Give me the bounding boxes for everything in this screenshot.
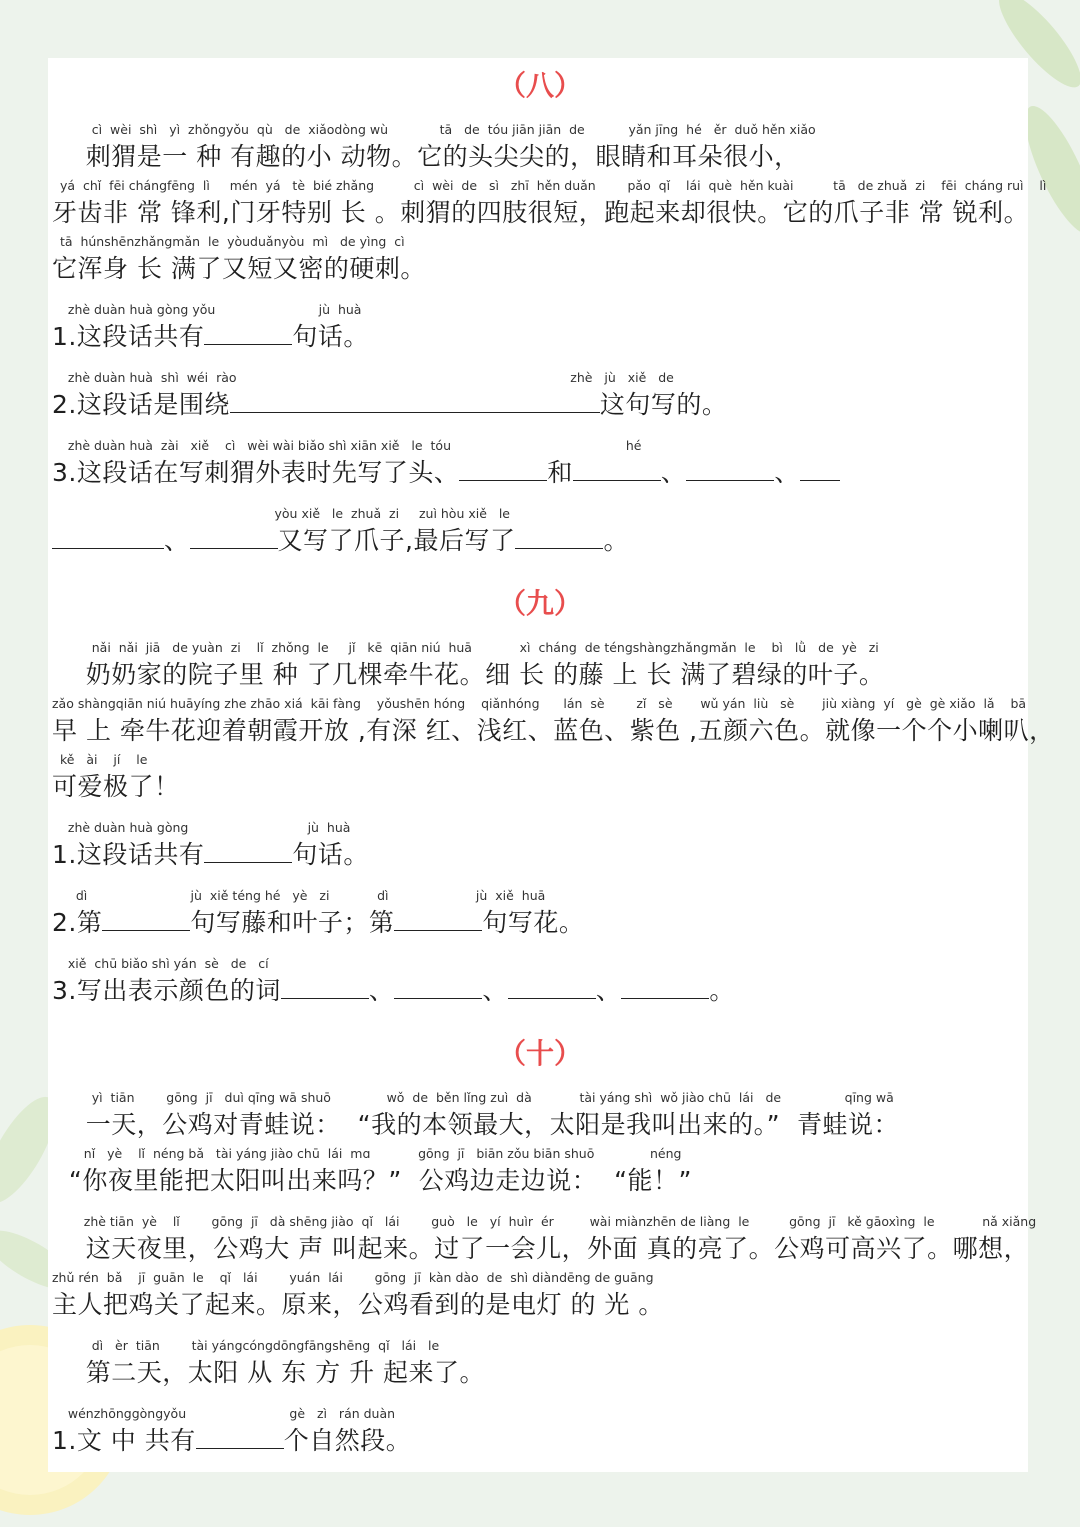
passage-line — [52, 1336, 485, 1390]
question-text: 、 — [164, 526, 190, 555]
question-line — [52, 368, 727, 422]
answer-blank[interactable] — [230, 390, 600, 413]
question-line — [52, 1404, 411, 1458]
question-text: 1.这段话共有 — [52, 840, 205, 869]
pinyin: nǐ yè lǐ néng bǎ tài yáng jiào chū lái mɑ gōng jī biān zǒu biān shuō néng — [52, 1146, 682, 1161]
question-text: 1.文 中 共有 — [52, 1426, 196, 1455]
question-text: 、 — [774, 458, 800, 487]
answer-blank[interactable] — [52, 526, 164, 549]
question-text: 句写花。 — [482, 908, 585, 937]
answer-blank[interactable] — [204, 840, 292, 863]
answer-blank[interactable] — [621, 976, 709, 999]
passage-line — [52, 1088, 899, 1142]
question-text: 这句写的。 — [599, 390, 728, 419]
pinyin: zhè duàn huà gòng yǒu jù huà — [52, 302, 362, 317]
passage-line — [52, 694, 1055, 748]
section-heading: （十） — [497, 1037, 582, 1070]
question-text: 2.这段话是围绕 — [52, 390, 230, 419]
passage-line — [52, 1268, 664, 1322]
answer-blank[interactable] — [394, 908, 482, 931]
question-text: 、 — [482, 976, 508, 1005]
pinyin: yì tiān gōng jī duì qīng wā shuō wǒ de běn lǐng zuì dà tài yáng shì wǒ jiào chū lái de qīng wā — [52, 1090, 894, 1105]
question-text: 又写了爪子,最后写了 — [277, 526, 516, 555]
answer-blank[interactable] — [394, 976, 482, 999]
question-text: 3.这段话在写刺猬外表时先写了头、 — [52, 458, 460, 487]
answer-blank[interactable] — [459, 458, 547, 481]
pinyin: kě ài jí le — [52, 752, 148, 767]
question-text: 1.这段话共有 — [52, 322, 205, 351]
answer-blank[interactable] — [515, 526, 603, 549]
answer-blank[interactable] — [508, 976, 596, 999]
question-line — [52, 300, 369, 354]
passage-line — [52, 638, 884, 692]
pinyin: yá chǐ fēi chángfēng lì mén yá tè bié zhǎng cì wèi de sì zhī hěn duǎn pǎo qǐ lái què hěn kuài tā de zhuǎ zi fēi cháng ruì lì — [52, 178, 1047, 193]
question-text: 2.第 — [52, 908, 103, 937]
question-text: 句话。 — [292, 322, 369, 351]
pinyin: zǎo shàngqiān niú huāyíng zhe zhāo xiá kāi fàng yǒushēn hóng qiǎnhóng lán sè zǐ sè wǔ yán liù sè jiù xiàng yí gè gè xiǎo lǎ bā — [52, 696, 1027, 711]
passage-line — [52, 176, 1046, 230]
passage-text: 主人把鸡关了起来。原来，公鸡看到的是电灯 的 光 。 — [52, 1290, 664, 1319]
question-text: 、 — [660, 458, 687, 487]
pinyin: zhè duàn huà shì wéi rào zhè jù xiě de — [52, 370, 674, 385]
pinyin: zhè duàn huà zài xiě cì wèi wài biǎo shì xiān xiě le tóu hé — [52, 438, 642, 453]
passage-text: 这天夜里，公鸡大 声 叫起来。过了一会儿，外面 真的亮了。公鸡可高兴了。哪想， — [52, 1234, 1030, 1263]
question-text: 。 — [709, 976, 735, 1005]
passage-line — [52, 750, 180, 804]
passage-text: 早 上 牵牛花迎着朝霞开放 ,有深 红、浅红、蓝色、紫色 ,五颜六色。就像一个个小喇叭， — [52, 716, 1055, 745]
passage-line — [52, 120, 816, 174]
pinyin: zhǔ rén bǎ jī guān le qǐ lái yuán lái gōng jī kàn dào de shì diàndēng de guāng — [52, 1270, 654, 1285]
question-line — [52, 436, 840, 490]
pinyin: nǎi nǎi jiā de yuàn zi lǐ zhǒng le jǐ kē qiān niú huā xì cháng de téngshàngzhǎngmǎn le bì lǜ de yè zi — [52, 640, 879, 655]
pinyin: tā húnshēnzhǎngmǎn le yòuduǎnyòu mì de yìng cì — [52, 234, 405, 249]
question-line — [52, 954, 735, 1008]
question-text: 、 — [595, 976, 622, 1005]
pinyin: dì jù xiě téng hé yè zi dì jù xiě huā — [52, 888, 546, 903]
pinyin: dì èr tiān tài yángcóngdōngfāngshēng qǐ lái le — [52, 1338, 440, 1353]
passage-text: 牙齿非 常 锋利,门牙特别 长 。刺猬的四肢很短，跑起来却很快。它的爪子非 常 锐利。 — [52, 198, 1030, 227]
pinyin: wénzhōnggòngyǒu gè zì rán duàn — [52, 1406, 396, 1421]
passage-line — [52, 1144, 692, 1198]
section-heading: （八） — [497, 69, 582, 102]
question-text: 句话。 — [292, 840, 369, 869]
pinyin: xiě chū biǎo shì yán sè de cí — [52, 956, 269, 971]
question-text: 句写藤和叶子；第 — [190, 908, 395, 937]
passage-text: “你夜里能把太阳叫出来吗？” 公鸡边走边说： “能！” — [52, 1166, 692, 1195]
answer-blank[interactable] — [102, 908, 190, 931]
passage-text: 它浑身 长 满了又短又密的硬刺。 — [52, 254, 426, 283]
question-line — [52, 504, 629, 558]
passage-text: 刺猬是一 种 有趣的小 动物。它的头尖尖的，眼睛和耳朵很小， — [52, 142, 800, 171]
question-text: 和 — [547, 458, 573, 487]
passage-text: 奶奶家的院子里 种 了几棵牵牛花。细 长 的藤 上 长 满了碧绿的叶子。 — [52, 660, 885, 689]
passage-text: 可爱极了！ — [52, 772, 180, 801]
question-text: 个自然段。 — [283, 1426, 412, 1455]
question-text: 。 — [603, 526, 629, 555]
question-line — [52, 886, 584, 940]
answer-blank[interactable] — [204, 322, 292, 345]
section-heading: （九） — [497, 587, 582, 620]
answer-blank[interactable] — [800, 458, 840, 481]
answer-blank[interactable] — [281, 976, 369, 999]
question-text: 、 — [368, 976, 395, 1005]
answer-blank[interactable] — [573, 458, 661, 481]
answer-blank[interactable] — [196, 1426, 284, 1449]
answer-blank[interactable] — [190, 526, 278, 549]
passage-text: 一天，公鸡对青蛙说： “我的本领最大，太阳是我叫出来的。” 青蛙说： — [52, 1110, 899, 1139]
passage-text: 第二天，太阳 从 东 方 升 起来了。 — [52, 1358, 486, 1387]
pinyin: zhè tiān yè lǐ gōng jī dà shēng jiào qǐ lái guò le yí huìr ér wài miànzhēn de liàng le gōng jī kě gāoxìng le nǎ xiǎng — [52, 1214, 1037, 1229]
answer-blank[interactable] — [686, 458, 774, 481]
pinyin: zhè duàn huà gòng jù huà — [52, 820, 351, 835]
pinyin: cì wèi shì yì zhǒngyǒu qù de xiǎodòng wù tā de tóu jiān jiān de yǎn jīng hé ěr duǒ hěn xiǎo — [52, 122, 816, 137]
passage-line — [52, 1212, 1036, 1266]
pinyin: yòu xiě le zhuǎ zi zuì hòu xiě le — [52, 506, 510, 521]
passage-line — [52, 232, 426, 286]
question-line — [52, 818, 369, 872]
question-text: 3.写出表示颜色的词 — [52, 976, 281, 1005]
